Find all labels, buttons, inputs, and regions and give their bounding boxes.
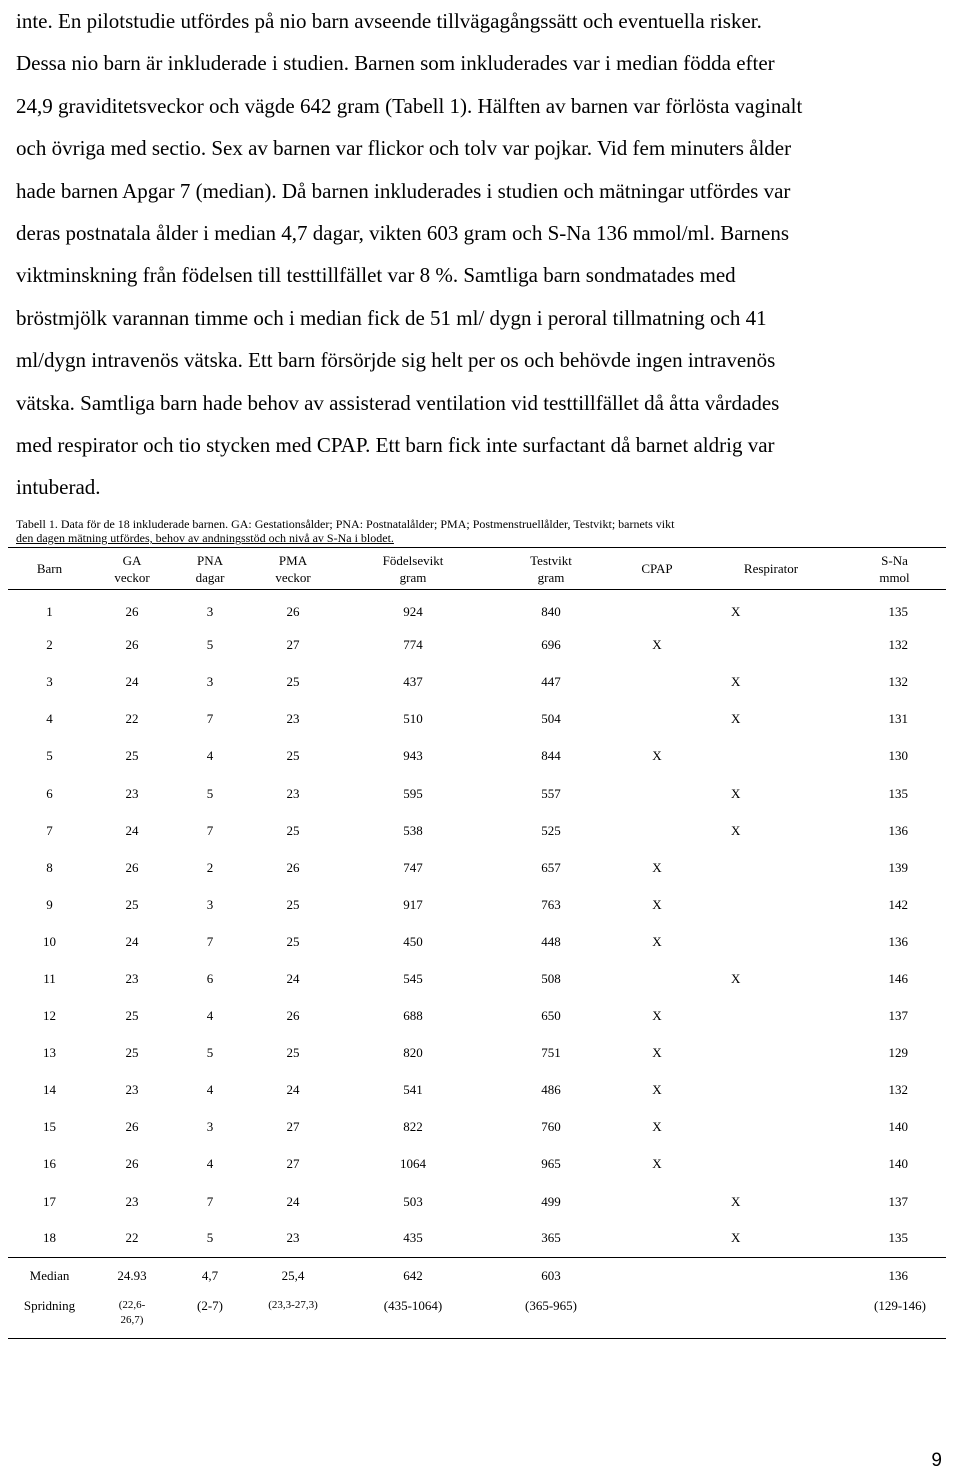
spridning-cell: Spridning <box>8 1294 91 1339</box>
table-cell: 2 <box>46 637 53 653</box>
table-cell: 24 <box>125 674 139 690</box>
table-cell: 7 <box>46 822 53 838</box>
column-header-label: Födelsevikt <box>382 552 444 568</box>
table-cell: 22 <box>125 1230 139 1246</box>
table-cell <box>615 1183 699 1220</box>
table-cell: 23 <box>286 1230 300 1246</box>
table-row <box>8 1109 946 1146</box>
table-cell: X <box>652 637 662 653</box>
table-cell: 844 <box>541 748 561 764</box>
spridning-cell: (435-1064) <box>339 1294 487 1339</box>
table-cell: 23 <box>125 1193 139 1209</box>
table-cell: 23 <box>286 711 300 727</box>
column-header-unit: gram <box>537 569 565 585</box>
table-cell: 132 <box>888 637 908 653</box>
table-cell: 25 <box>286 1045 300 1061</box>
table-cell: 6 <box>46 785 53 801</box>
column-header-unit: gram <box>399 569 427 585</box>
table-cell: X <box>652 1119 662 1135</box>
paragraph-line: vätska. Samtliga barn hade behov av assisterad ventilation vid testtillfället då åtta vårdades <box>16 390 780 415</box>
table-cell: 3 <box>206 604 214 620</box>
table-cell: 943 <box>403 748 423 764</box>
table-cell: 486 <box>541 1082 561 1098</box>
table-cell: 4 <box>206 1008 214 1024</box>
median-cell: 24.93 <box>91 1257 173 1294</box>
page-number: 9 <box>931 1450 942 1471</box>
table-cell: 924 <box>403 604 423 620</box>
median-cell: 603 <box>487 1257 615 1294</box>
table-cell: 7 <box>206 1193 214 1209</box>
table-cell: 136 <box>888 822 908 838</box>
table-cell: 25 <box>125 1008 139 1024</box>
table-cell: 25 <box>125 896 139 912</box>
spridning-cell: (23,3-27,3) <box>247 1294 339 1339</box>
table-cell: X <box>652 748 662 764</box>
spridning-row <box>8 1294 946 1339</box>
table-row <box>8 960 946 997</box>
table-row <box>8 923 946 960</box>
table-cell: X <box>731 970 741 986</box>
table-cell: 26 <box>286 604 300 620</box>
table-cell: 510 <box>403 711 423 727</box>
table-row <box>8 1220 946 1257</box>
table-cell: 650 <box>541 1008 561 1024</box>
table-cell: 24 <box>286 970 300 986</box>
table-cell: 820 <box>403 1045 423 1061</box>
table-cell: 7 <box>206 822 214 838</box>
table-cell: 6 <box>206 970 214 986</box>
body-paragraph <box>16 0 946 509</box>
table-cell: 4 <box>46 711 53 727</box>
table-cell: X <box>652 1156 662 1172</box>
table-cell: 448 <box>541 933 561 949</box>
table-cell: 7 <box>206 933 214 949</box>
column-header <box>843 548 946 590</box>
paragraph-line: intuberad. <box>16 475 101 500</box>
table-cell: 24 <box>125 933 139 949</box>
table-cell: X <box>731 604 741 620</box>
table-cell: 365 <box>541 1230 561 1246</box>
table-cell: 26 <box>125 637 139 653</box>
table-cell: 142 <box>888 896 908 912</box>
median-cell <box>615 1257 699 1294</box>
table-cell: 25 <box>125 1045 139 1061</box>
table-row <box>8 1146 946 1183</box>
table-cell: 15 <box>43 1119 56 1135</box>
table-cell: X <box>652 896 662 912</box>
table-cell: 595 <box>403 785 423 801</box>
table-row <box>8 886 946 923</box>
table-cell: 23 <box>286 785 300 801</box>
table-cell: 131 <box>888 711 908 727</box>
table-cell: 760 <box>541 1119 561 1135</box>
paragraph-line: med respirator och tio stycken med CPAP. Ett barn fick inte surfactant då barnet aldrig var <box>16 433 775 458</box>
table-cell: 135 <box>888 1230 908 1246</box>
table-cell: 5 <box>46 748 53 764</box>
table-cell: 140 <box>888 1156 908 1172</box>
paragraph-line: deras postnatala ålder i median 4,7 dagar, vikten 603 gram och S-Na 136 mmol/ml. Barnens <box>16 221 790 246</box>
table-cell: 26 <box>286 859 300 875</box>
table-cell: 14 <box>43 1082 56 1098</box>
table-cell: 4 <box>206 1082 214 1098</box>
table-cell <box>615 590 699 627</box>
table-cell <box>699 627 843 664</box>
column-header-label: Barn <box>36 561 63 576</box>
spridning-cell: (22,6- 26,7) <box>91 1294 173 1339</box>
table-cell: 7 <box>206 711 214 727</box>
table-cell: 5 <box>206 637 214 653</box>
paragraph-line: bröstmjölk varannan timme och i median fick de 51 ml/ dygn i peroral tillmatning och 41 <box>16 305 767 330</box>
table-cell: 917 <box>403 896 423 912</box>
table-cell: 11 <box>43 970 56 986</box>
table-cell: 18 <box>43 1230 56 1246</box>
table-cell: 447 <box>541 674 561 690</box>
table-cell: 27 <box>286 1119 300 1135</box>
column-header-unit: dagar <box>195 569 225 585</box>
column-header <box>173 548 247 590</box>
column-header <box>247 548 339 590</box>
table-cell <box>615 960 699 997</box>
column-header <box>8 548 91 590</box>
table-cell: 5 <box>206 1230 214 1246</box>
table-cell: 508 <box>541 970 561 986</box>
table-cell: 16 <box>43 1156 56 1172</box>
column-header <box>699 548 843 590</box>
column-header-label: S-Na <box>881 552 908 568</box>
table-cell: 136 <box>888 933 908 949</box>
table-cell: 545 <box>403 970 423 986</box>
table-cell <box>699 923 843 960</box>
table-cell <box>615 775 699 812</box>
table-cell: 3 <box>46 674 53 690</box>
table-cell <box>699 849 843 886</box>
column-header-unit: mmol <box>879 569 910 585</box>
table-cell: X <box>731 785 741 801</box>
table-cell: 132 <box>888 674 908 690</box>
table-cell <box>615 664 699 701</box>
table-cell: 137 <box>888 1008 908 1024</box>
table-cell: 26 <box>125 604 139 620</box>
table-cell: 27 <box>286 637 300 653</box>
column-header-label: GA <box>122 552 142 568</box>
table-cell: X <box>652 1045 662 1061</box>
caption-line-1: Tabell 1. Data för de 18 inkluderade barnen. GA: Gestationsålder; PNA: Postnatalålder; PMA; Postmenstruellålder, Testvikt; barnets vikt <box>16 517 675 531</box>
spridning-cell: (365-965) <box>487 1294 615 1339</box>
table-row <box>8 849 946 886</box>
table-cell: X <box>731 1230 741 1246</box>
table-cell: 135 <box>888 785 908 801</box>
spridning-cell <box>699 1294 843 1339</box>
table-cell: 1064 <box>400 1156 426 1172</box>
table-cell: 499 <box>541 1193 561 1209</box>
table-row <box>8 701 946 738</box>
table-cell: 4 <box>206 1156 214 1172</box>
median-cell: 25,4 <box>247 1257 339 1294</box>
table-cell: 10 <box>43 933 56 949</box>
table-cell: 12 <box>43 1008 56 1024</box>
table-row <box>8 627 946 664</box>
paragraph-line: ml/dygn intravenös vätska. Ett barn försörjde sig helt per os och behövde ingen intravenös <box>16 348 776 373</box>
median-cell: 4,7 <box>173 1257 247 1294</box>
table-cell: 132 <box>888 1082 908 1098</box>
table-cell: 25 <box>286 748 300 764</box>
table-cell: X <box>652 1082 662 1098</box>
table-row <box>8 998 946 1035</box>
column-header-label: CPAP <box>641 561 673 576</box>
table-cell <box>699 738 843 775</box>
table-cell: 696 <box>541 637 561 653</box>
table-cell: 140 <box>888 1119 908 1135</box>
table-cell: 965 <box>541 1156 561 1172</box>
column-header <box>487 548 615 590</box>
table-row <box>8 812 946 849</box>
median-cell: 136 <box>843 1257 946 1294</box>
table-cell: 5 <box>206 1045 214 1061</box>
table-cell: X <box>731 711 741 727</box>
table-cell: 25 <box>125 748 139 764</box>
table-cell: 25 <box>286 822 300 838</box>
spridning-cell: (2-7) <box>173 1294 247 1339</box>
table-cell: 5 <box>206 785 214 801</box>
table-cell: 26 <box>125 859 139 875</box>
data-table <box>8 547 946 1339</box>
median-cell: 642 <box>339 1257 487 1294</box>
table-cell: X <box>652 859 662 875</box>
table-cell: 17 <box>43 1193 56 1209</box>
table-cell: 13 <box>43 1045 56 1061</box>
column-header <box>91 548 173 590</box>
table-cell: 557 <box>541 785 561 801</box>
table-cell: 504 <box>541 711 561 727</box>
column-header-label: Respirator <box>743 561 799 576</box>
table-cell: 657 <box>541 859 561 875</box>
column-header-unit: veckor <box>275 569 311 585</box>
table-cell: 23 <box>125 785 139 801</box>
table-cell: 8 <box>46 859 53 875</box>
table-cell <box>699 1072 843 1109</box>
table-cell: 840 <box>541 604 561 620</box>
caption-line-2: den dagen mätning utfördes, behov av andningsstöd och nivå av S-Na i blodet. <box>16 531 394 545</box>
spridning-cell: (129-146) <box>843 1294 946 1339</box>
table-cell <box>699 1146 843 1183</box>
table-cell: 747 <box>403 859 423 875</box>
paragraph-line: 24,9 graviditetsveckor och vägde 642 gram (Tabell 1). Hälften av barnen var förlösta vaginalt <box>16 93 803 118</box>
table-cell: 25 <box>286 896 300 912</box>
table-row <box>8 1183 946 1220</box>
table-cell: X <box>652 933 662 949</box>
table-cell: X <box>731 674 741 690</box>
table-cell: 1 <box>46 604 53 620</box>
table-cell: 525 <box>541 822 561 838</box>
table-row <box>8 664 946 701</box>
table-row <box>8 1072 946 1109</box>
table-cell: 24 <box>286 1193 300 1209</box>
column-header-label: PNA <box>196 552 223 568</box>
table-header-row <box>8 548 946 590</box>
paragraph-line: inte. En pilotstudie utfördes på nio barn avseende tillvägagångssätt och eventuella risker. <box>16 9 762 33</box>
paragraph-line: Dessa nio barn är inkluderade i studien. Barnen som inkluderades var i median födda efter <box>16 51 775 76</box>
table-cell: 437 <box>403 674 423 690</box>
table-cell: 435 <box>403 1230 423 1246</box>
table-caption <box>16 517 946 545</box>
table-cell <box>699 998 843 1035</box>
table-cell: 22 <box>125 711 139 727</box>
table-cell: 3 <box>206 896 214 912</box>
table-cell: 503 <box>403 1193 423 1209</box>
table-cell: 23 <box>125 970 139 986</box>
spridning-cell <box>615 1294 699 1339</box>
table-cell: 137 <box>888 1193 908 1209</box>
table-cell: 822 <box>403 1119 423 1135</box>
table-cell: 146 <box>888 970 908 986</box>
table-cell <box>615 701 699 738</box>
median-cell: Median <box>8 1257 91 1294</box>
table-cell: X <box>731 1193 741 1209</box>
table-cell: 774 <box>403 637 423 653</box>
table-cell: 26 <box>125 1119 139 1135</box>
table-cell: 24 <box>125 822 139 838</box>
paragraph-line: och övriga med sectio. Sex av barnen var flickor och tolv var pojkar. Vid fem minuters ålder <box>16 136 792 161</box>
table-cell: 3 <box>206 674 214 690</box>
column-header-label: PMA <box>278 552 308 568</box>
table-cell: X <box>652 1008 662 1024</box>
table-cell: 26 <box>125 1156 139 1172</box>
column-header-label: Testvikt <box>530 552 572 568</box>
table-cell: 135 <box>888 604 908 620</box>
table-cell <box>615 812 699 849</box>
column-header <box>339 548 487 590</box>
table-row <box>8 738 946 775</box>
table-row <box>8 775 946 812</box>
median-row <box>8 1257 946 1294</box>
table-cell: 139 <box>888 859 908 875</box>
table-cell: 24 <box>286 1082 300 1098</box>
table-cell <box>699 886 843 923</box>
table-cell: 129 <box>888 1045 908 1061</box>
table-cell: 763 <box>541 896 561 912</box>
column-header <box>615 548 699 590</box>
median-cell <box>699 1257 843 1294</box>
table-cell <box>699 1035 843 1072</box>
table-cell: 130 <box>888 748 908 764</box>
table-cell: 9 <box>46 896 53 912</box>
table-cell: 25 <box>286 674 300 690</box>
table-cell: 538 <box>403 822 423 838</box>
table-cell: 541 <box>403 1082 423 1098</box>
table-row <box>8 590 946 627</box>
table-cell <box>615 1220 699 1257</box>
table-cell: 751 <box>541 1045 561 1061</box>
paragraph-line: hade barnen Apgar 7 (median). Då barnen inkluderades i studien och mätningar utfördes var <box>16 178 791 203</box>
table-cell <box>699 1109 843 1146</box>
table-cell: 3 <box>206 1119 214 1135</box>
table-cell: X <box>731 822 741 838</box>
table-cell: 450 <box>403 933 423 949</box>
table-cell: 688 <box>403 1008 423 1024</box>
table-cell: 2 <box>206 859 214 875</box>
table-cell: 23 <box>125 1082 139 1098</box>
table-row <box>8 1035 946 1072</box>
table-cell: 26 <box>286 1008 300 1024</box>
column-header-unit: veckor <box>114 569 150 585</box>
table-cell: 27 <box>286 1156 300 1172</box>
table-cell: 4 <box>206 748 214 764</box>
paragraph-line: viktminskning från födelsen till testtillfället var 8 %. Samtliga barn sondmatades med <box>16 263 736 288</box>
table-cell: 25 <box>286 933 300 949</box>
